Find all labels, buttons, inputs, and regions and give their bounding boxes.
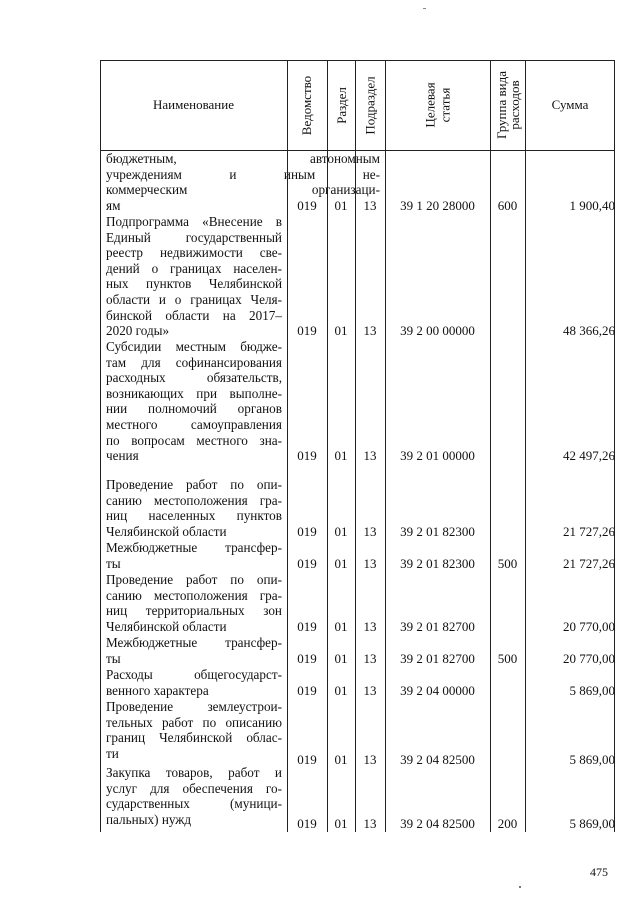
row-department: 019 xyxy=(297,448,317,463)
header-sum: Сумма xyxy=(551,97,589,112)
column-divider xyxy=(490,60,491,832)
row-subsection: 13 xyxy=(363,323,377,338)
row-group: 500 xyxy=(497,651,518,666)
row-sum: 5 869,00 xyxy=(569,816,615,831)
row-target: 39 1 20 28000 xyxy=(400,198,475,213)
row-name: Проведение землеустрои- тельных работ по описанию границ Челябинской облас- ти xyxy=(106,699,282,761)
row-name: Субсидии местным бюдже- там для софинансирования расходных обязательств, возникающих при выполне- нии полномочий органов местного самоуправления по вопросам местного зна- чения xyxy=(106,339,282,464)
row-subsection: 13 xyxy=(363,651,377,666)
row-department: 019 xyxy=(297,651,317,666)
header-target-cell xyxy=(385,60,490,150)
row-subsection: 13 xyxy=(363,556,377,571)
row-target: 39 2 01 82300 xyxy=(400,524,475,539)
row-target: 39 2 01 00000 xyxy=(400,448,475,463)
row-sum: 21 727,26 xyxy=(563,556,615,571)
header-name: Наименование xyxy=(153,97,234,112)
row-name: Подпрограмма «Внесение в Единый государственный реестр недвижимости све- дений о границах населен- ных пунктов Челябинской области и о границах Челя- бинской области на 2017– 2020 годы» xyxy=(106,214,282,339)
row-sum: 42 497,26 xyxy=(563,448,615,463)
page-number: 475 xyxy=(590,865,608,879)
row-subsection: 13 xyxy=(363,524,377,539)
row-target: 39 2 04 00000 xyxy=(400,683,475,698)
row-group: 500 xyxy=(497,556,518,571)
row-subsection: 13 xyxy=(363,683,377,698)
row-target: 39 2 00 00000 xyxy=(400,323,475,338)
row-name: бюджетным, автономным учреждениям и иным не- коммерческим организаци- ям xyxy=(106,151,380,213)
row-sum: 20 770,00 xyxy=(563,651,615,666)
row-subsection: 13 xyxy=(363,816,377,831)
row-subsection: 13 xyxy=(363,752,377,767)
row-section: 01 xyxy=(334,198,348,213)
header-group-line1: Группа вида xyxy=(493,71,509,139)
row-sum: 21 727,26 xyxy=(563,524,615,539)
row-sum: 1 900,40 xyxy=(569,198,615,213)
row-department: 019 xyxy=(297,323,317,338)
row-section: 01 xyxy=(334,524,348,539)
row-section: 01 xyxy=(334,752,348,767)
header-name-cell xyxy=(100,60,287,150)
row-sum: 48 366,26 xyxy=(563,323,615,338)
header-section-cell xyxy=(327,60,355,150)
scan-mark xyxy=(423,8,426,9)
row-section: 01 xyxy=(334,556,348,571)
row-subsection: 13 xyxy=(363,619,377,634)
header-group-line2: расходов xyxy=(506,80,522,130)
row-group: 600 xyxy=(497,198,518,213)
row-group: 200 xyxy=(497,816,518,831)
row-department: 019 xyxy=(297,683,317,698)
header-sum-cell xyxy=(525,60,615,150)
row-department: 019 xyxy=(297,198,317,213)
header-subsection-cell xyxy=(355,60,385,150)
row-sum: 5 869,00 xyxy=(569,683,615,698)
column-divider xyxy=(385,60,386,832)
row-section: 01 xyxy=(334,323,348,338)
row-target: 39 2 04 82500 xyxy=(400,752,475,767)
header-department: Ведомство xyxy=(299,75,315,135)
row-section: 01 xyxy=(334,816,348,831)
row-section: 01 xyxy=(334,619,348,634)
row-name: Межбюджетные трансфер- ты xyxy=(106,540,282,571)
column-divider xyxy=(525,60,526,832)
row-section: 01 xyxy=(334,651,348,666)
row-name: Проведение работ по опи- санию местоположения гра- ниц территориальных зон Челябинской области xyxy=(106,572,282,634)
row-section: 01 xyxy=(334,448,348,463)
row-target: 39 2 01 82700 xyxy=(400,651,475,666)
header-group-cell xyxy=(490,60,525,150)
row-name: Расходы общегосударст- венного характера xyxy=(106,667,282,698)
row-target: 39 2 01 82300 xyxy=(400,556,475,571)
header-department-cell xyxy=(287,60,327,150)
scan-mark xyxy=(519,886,521,888)
header-section: Раздел xyxy=(333,86,349,124)
header-target-line1: Целевая xyxy=(422,82,438,128)
row-sum: 5 869,00 xyxy=(569,752,615,767)
row-sum: 20 770,00 xyxy=(563,619,615,634)
row-section: 01 xyxy=(334,683,348,698)
header-target-line2: статья xyxy=(437,87,453,123)
row-name: Проведение работ по опи- санию местоположения гра- ниц населенных пунктов Челябинской области xyxy=(106,477,282,539)
row-department: 019 xyxy=(297,619,317,634)
row-subsection: 13 xyxy=(363,198,377,213)
row-department: 019 xyxy=(297,816,317,831)
row-department: 019 xyxy=(297,556,317,571)
row-department: 019 xyxy=(297,524,317,539)
header-subsection: Подраздел xyxy=(362,75,378,135)
row-subsection: 13 xyxy=(363,448,377,463)
row-target: 39 2 04 82500 xyxy=(400,816,475,831)
row-name: Межбюджетные трансфер- ты xyxy=(106,635,282,666)
row-target: 39 2 01 82700 xyxy=(400,619,475,634)
row-department: 019 xyxy=(297,752,317,767)
header-target xyxy=(422,82,452,127)
header-group xyxy=(495,71,521,139)
row-name: Закупка товаров, работ и услуг для обеспечения го- сударственных (муници- пальных) нужд xyxy=(106,765,282,827)
